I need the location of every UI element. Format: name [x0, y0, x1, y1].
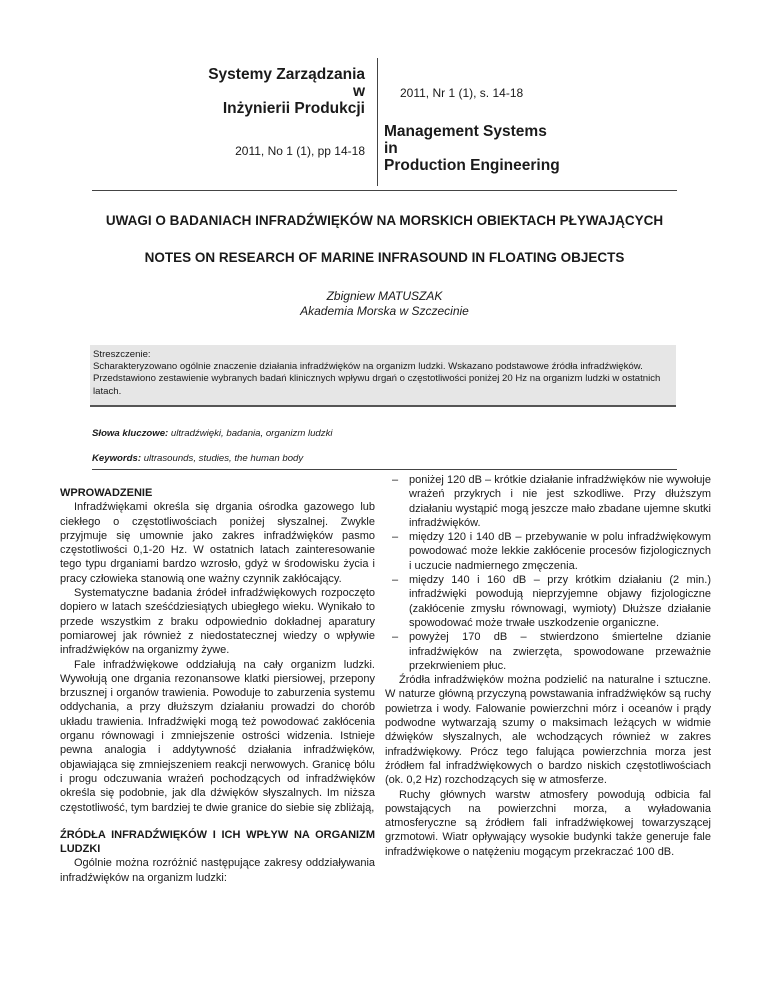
abstract-box [90, 345, 676, 407]
list-item-text: między 120 i 140 dB – przebywanie w polu infradźwiękowym powodować może lekkie zakłócenie procesów fizjologicznych i uczucie nadmiernego zmęczenia. [409, 531, 711, 572]
section-heading-introduction: WPROWADZENIE [60, 487, 153, 499]
paper-title-pl: UWAGI O BADANIACH INFRADŹWIĘKÓW NA MORSKICH OBIEKTACH PŁYWAJĄCYCH [105, 213, 664, 228]
header-divider-horizontal [92, 190, 677, 191]
journal-title-en-line1: Management Systems [384, 123, 547, 140]
journal-title-en-line2: in [384, 140, 398, 157]
journal-title-pl-line2: w [352, 83, 365, 100]
header-divider-vertical [377, 58, 378, 186]
keywords-pl-text: ultradźwięki, badania, organizm ludzki [170, 428, 333, 439]
journal-title-en-line3: Production Engineering [384, 157, 560, 174]
abstract-text: Scharakteryzowano ogólnie znaczenie działania infradźwięków na organizm ludzki. Wskazano podstawowe źródła infradźwięków. Przedstawiono zestawienie wybranych badań klinicznych wpływu drgań o częstotliwości poniżej 20 Hz na organizm ludzki w ostatnich latach. [93, 361, 661, 397]
citation-pl: 2011, Nr 1 (1), s. 14-18 [400, 86, 524, 100]
left-column [60, 486, 375, 885]
abstract-label-line: Streszczenie: [93, 349, 151, 360]
list-dash: – [392, 474, 399, 486]
list-item [385, 530, 711, 573]
section-heading-sources: ŹRÓDŁA INFRADŹWIĘKÓW I ICH WPŁYW NA ORGANIZM LUDZKI [60, 828, 375, 856]
list-item-text: między 140 i 160 dB – przy krótkim działaniu (2 min.) infradźwięki powodują nieprzyjemne objawy fizjologiczne (zakłócenie zmysłu równowagi, wymioty) Dłuższe działanie spowodować może trwałe uszkodzenie organiczne. [409, 574, 711, 629]
citation-en: 2011, No 1 (1), pp 14-18 [235, 144, 365, 158]
list-dash: – [392, 531, 399, 544]
journal-title-pl-line1: Systemy Zarządzania [208, 66, 365, 83]
author-block [92, 289, 677, 319]
author-affiliation: Akademia Morska w Szczecinie [300, 304, 469, 318]
journal-title-pl-line3: Inżynierii Produkcji [222, 100, 365, 117]
paragraph-sources-1: Ogólnie można rozróżnić następujące zakresy oddziaływania infradźwięków na organizm ludzki: [60, 857, 375, 884]
right-column [385, 473, 711, 859]
keywords-en-label: Keywords: [92, 453, 142, 464]
paragraph-intro-1: Infradźwiękami określa się drgania ośrodka gazowego lub ciekłego o częstotliwościach poniżej słyszalnej. Zwykle przyjmuje się umownie jako zakres infradźwięków pasmo częstotliwości 0,1-20 Hz. W ostatnich latach zainteresowanie tego typu drganiami bardzo wzrosło, gdyż w środowisku życia i pracy człowieka stanowią one ważny czynnik zakłócający. [60, 501, 375, 585]
keywords-en-text: ultrasounds, studies, the human body [143, 453, 304, 464]
journal-title-en [384, 123, 560, 174]
abstract-label: Streszczenie [93, 349, 148, 360]
paragraph-sources-2: Źródła infradźwięków można podzielić na naturalne i sztuczne. W naturze główną przyczyną powstawania infradźwięków są ruchy powietrza i wody. Falowanie powierzchni mórz i oceanów i prądy podwodne wytwarzają szumy o maksimach leżących w widmie dźwięków słyszalnych, ale wchodzących również w zakres infradźwiękowy. Prócz tego falująca powierzchnia morza jest źródłem fal infradźwiękowych o bardzo niskich częstotliwościach (ok. 0,2 Hz) rozchodzących się w atmosferze. [385, 674, 711, 787]
keywords-divider [92, 469, 677, 470]
keywords-pl-label: Słowa kluczowe: [92, 428, 169, 439]
section-gap [60, 815, 375, 828]
list-item [385, 473, 711, 530]
list-dash: – [392, 574, 399, 587]
keywords-en [92, 453, 303, 464]
author-name: Zbigniew MATUSZAK [326, 289, 443, 303]
paper-title-en: NOTES ON RESEARCH OF MARINE INFRASOUND IN FLOATING OBJECTS [144, 250, 625, 265]
list-item-text: poniżej 120 dB – krótkie działanie infradźwięków nie wywołuje wrażeń przykrych i nie jest szkodliwe. Przy dłuższym działaniu wystąpić mogą jeszcze mało zbadane ujemne skutki infradźwięków. [409, 474, 711, 529]
list-item [385, 630, 711, 673]
list-item-text: powyżej 170 dB – stwierdzono śmiertelne dzianie infradźwięków na zwierzęta, spowodowane przeważnie przekrwieniem płuc. [409, 631, 711, 672]
paragraph-sources-3: Ruchy głównych warstw atmosfery powodują odbicia fal powstających na powierzchni morza, a wyładowania atmosferyczne są źródłem fali infradźwiękowej towarzyszącej grzmotowi. Wiatr opływający wysokie budynki także generuje fale infradźwiękowe o natężeniu mogącym przekraczać 100 dB. [385, 788, 711, 858]
paragraph-intro-3: Fale infradźwiękowe oddziałują na cały organizm ludzki. Wywołują one drgania rezonansowe klatki piersiowej, przepony brzusznej i organów trawienia. Powoduje to zaburzenia systemu oddychania, a przy dłuższym działaniu prowadzi do chorób układu trawienia. Infradźwięki mogą też powodować zakłócenia organu równowagi i zmniejszenie ostrości widzenia. Istnieje pewna analogia i addytywność działania infradźwięków, objawiająca się zmniejszeniem reakcji nerwowych. Granicę bólu i progu odczuwania wrażeń pochodzących od infradźwięków określa się podobnie, jak dla dźwięków słyszalnych. Im niższa częstotliwość, tym bardziej te dwie granice do siebie się zbliżają, [60, 658, 375, 814]
journal-title-pl [150, 66, 365, 117]
list-dash: – [392, 631, 399, 644]
list-item [385, 573, 711, 630]
keywords-pl [92, 428, 333, 439]
paragraph-intro-2: Systematyczne badania źródeł infradźwiękowych rozpoczęto dopiero w latach sześćdziesiątych ubiegłego wieku. Wynikało to przede wszystkim z braku odpowiednio dokładnej aparatury pomiarowej jak również z niedostatecznej wiedzy o wpływie infradźwięków na organizmy żywe. [60, 587, 375, 657]
